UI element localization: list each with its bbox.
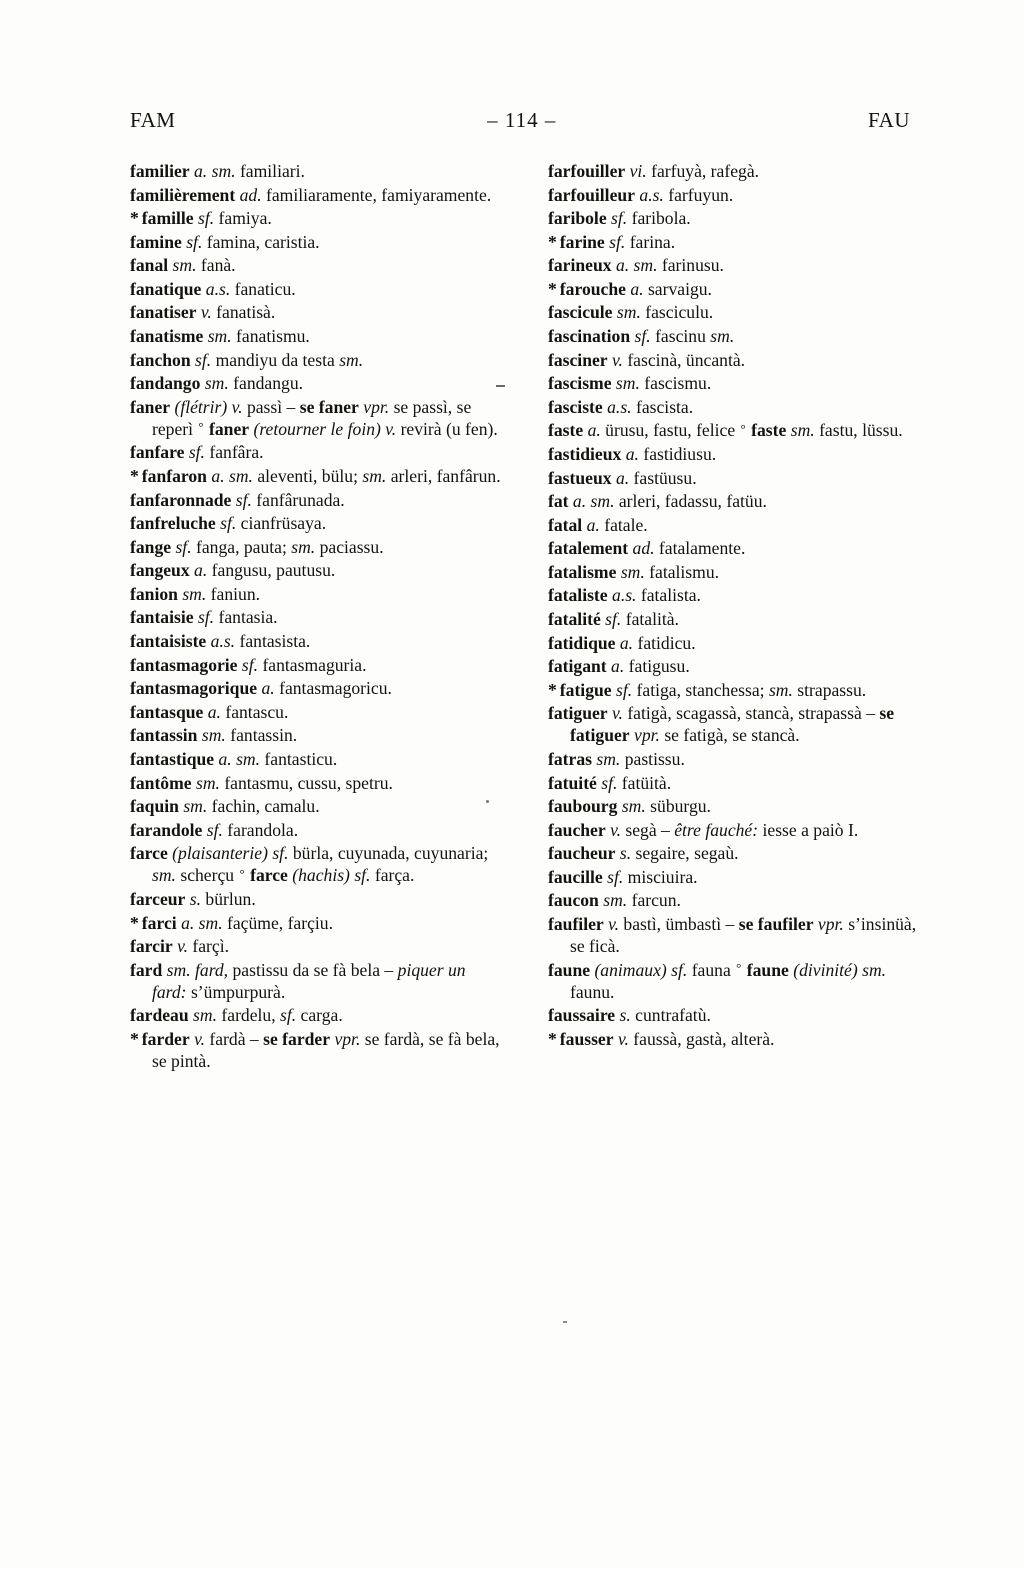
dictionary-entry: fangeux a. fangusu, pautusu.	[130, 560, 336, 581]
dictionary-entry: faubourg sm. süburgu.	[548, 796, 711, 817]
dictionary-entry: fatal a. fatale.	[548, 514, 648, 535]
dictionary-entry: familièrement ad. familiaramente, famiyaramente.	[130, 184, 492, 205]
dictionary-entry: fantaisie sf. fantasia.	[130, 607, 278, 628]
asterisk-marker: *	[130, 1028, 139, 1049]
dictionary-entry: fantôme sm. fantasmu, cussu, spetru.	[130, 772, 393, 793]
asterisk-marker: *	[130, 912, 139, 933]
asterisk-marker: *	[548, 278, 557, 299]
dictionary-entry: fanatique a.s. fanaticu.	[130, 278, 296, 299]
asterisk-marker: *	[548, 231, 557, 252]
scan-artifact-dash	[496, 385, 505, 387]
asterisk-marker: *	[130, 466, 139, 487]
dictionary-entry: faucille sf. misciuira.	[548, 866, 698, 887]
dictionary-entry: fandango sm. fandangu.	[130, 373, 304, 394]
dictionary-entry: fascination sf. fascinu sm.	[548, 326, 735, 347]
dictionary-entry: fastueux a. fastüusu.	[548, 467, 697, 488]
dictionary-entry: * famille sf. famiya.	[130, 208, 272, 229]
dictionary-entry: fantassin sm. fantassin.	[130, 725, 298, 746]
dictionary-entry: farandole sf. farandola.	[130, 819, 299, 840]
dictionary-entry: farfouiller vi. farfuyà, rafegà.	[548, 161, 760, 181]
dictionary-entry: fantaisiste a.s. fantasista.	[130, 631, 311, 652]
dictionary-entry: faquin sm. fachin, camalu.	[130, 796, 320, 817]
dictionary-entry: fanfare sf. fanfâra.	[130, 442, 264, 463]
dictionary-entry: farineux a. sm. farinusu.	[548, 255, 724, 276]
dictionary-entry: farfouilleur a.s. farfuyun.	[548, 184, 734, 205]
dictionary-entry: * fanfaron a. sm. aleventi, bülu; sm. arleri, fanfârun.	[130, 466, 501, 487]
dictionary-entry: faufiler v. bastì, ümbastì – se faufiler vpr. s’insinüà, se ficà.	[548, 914, 917, 957]
dictionary-entry: faner (flétrir) v. passì – se faner vpr. se passì, se reperì ° faner (retourner le foin) v. revirà (u fen).	[130, 396, 498, 439]
dictionary-entry: * farine sf. farina.	[548, 231, 676, 252]
dictionary-entry: fastidieux a. fastidiusu.	[548, 443, 717, 464]
dictionary-entry: fantasmagorie sf. fantasmaguria.	[130, 654, 367, 675]
dictionary-entry: fasciner v. fascinà, üncantà.	[548, 349, 746, 370]
dictionary-entry: farcir v. farçì.	[130, 936, 229, 957]
dictionary-entry: * farci a. sm. façüme, farçiu.	[130, 912, 333, 933]
dictionary-entry: faribole sf. faribola.	[548, 208, 691, 229]
dictionary-entry: faune (animaux) sf. fauna ° faune (divinité) sm. faunu.	[548, 959, 887, 1002]
dictionary-entry: familier a. sm. familiari.	[130, 161, 305, 181]
dictionary-entry: fard sm. fard, pastissu da se fà bela – piquer un fard: s’ümpurpurà.	[130, 959, 466, 1002]
dictionary-entry: fanfaronnade sf. fanfârunada.	[130, 489, 345, 510]
dictionary-entry: fatidique a. fatidicu.	[548, 632, 696, 653]
dictionary-entry: fanion sm. faniun.	[130, 583, 261, 604]
asterisk-marker: *	[130, 208, 139, 229]
dictionary-entry: farce (plaisanterie) sf. bürla, cuyunada, cuyunaria; sm. scherçu ° farce (hachis) sf. farça.	[130, 843, 489, 886]
page-body	[130, 160, 920, 1074]
dictionary-entry: fantastique a. sm. fantasticu.	[130, 748, 338, 769]
dictionary-entry: fardeau sm. fardelu, sf. carga.	[130, 1005, 343, 1026]
dictionary-entry: fatiguer v. fatigà, scagassà, stancà, strapassà – se fatiguer vpr. se fatigà, se stancà.	[548, 703, 895, 746]
dictionary-entry: fatras sm. pastissu.	[548, 748, 685, 769]
dictionary-entry: * fausser v. faussà, gastà, alterà.	[548, 1028, 775, 1049]
page-header	[130, 108, 910, 133]
dictionary-entry: * farder v. fardà – se farder vpr. se fardà, se fà bela, se pintà.	[130, 1028, 500, 1071]
dictionary-entry: fascicule sm. fasciculu.	[548, 302, 714, 323]
dictionary-entry: famine sf. famina, caristia.	[130, 231, 320, 252]
dictionary-entry: fascisme sm. fascismu.	[548, 373, 712, 394]
dictionary-entry: fasciste a.s. fascista.	[548, 396, 694, 417]
dictionary-entry: fantasque a. fantascu.	[130, 701, 289, 722]
dictionary-entry: fanchon sf. mandiyu da testa sm.	[130, 349, 364, 370]
scan-artifact-dot	[486, 800, 489, 803]
dictionary-entry: fantasmagorique a. fantasmagoricu.	[130, 678, 392, 699]
running-head-left: FAM	[130, 108, 176, 132]
dictionary-entry: fatalisme sm. fatalismu.	[548, 561, 720, 582]
asterisk-marker: *	[548, 1028, 557, 1049]
dictionary-entry: * farouche a. sarvaigu.	[548, 278, 712, 299]
dictionary-entry: fanfreluche sf. cianfrüsaya.	[130, 513, 327, 534]
running-head-right: FAU	[868, 108, 910, 132]
dictionary-entry: fange sf. fanga, pauta; sm. paciassu.	[130, 536, 384, 557]
dictionary-entry: fatalement ad. fatalamente.	[548, 538, 746, 559]
dictionary-entry: faucheur s. segaire, segaù.	[548, 843, 739, 864]
dictionary-entry: fatigant a. fatigusu.	[548, 656, 690, 677]
dictionary-entry: farceur s. bürlun.	[130, 888, 256, 909]
dictionary-entry: fatalité sf. fatalità.	[548, 608, 679, 629]
asterisk-marker: *	[548, 679, 557, 700]
dictionary-entry: fataliste a.s. fatalista.	[548, 585, 701, 606]
dictionary-entry: fanatiser v. fanatisà.	[130, 302, 276, 323]
dictionary-entry: faste a. ürusu, fastu, felice ° faste sm. fastu, lüssu.	[548, 420, 903, 441]
dictionary-entry: fatuité sf. fatüità.	[548, 772, 672, 793]
dictionary-entry: fanatisme sm. fanatismu.	[130, 326, 310, 347]
right-column	[548, 160, 920, 1074]
dictionary-entry: faussaire s. cuntrafatù.	[548, 1005, 711, 1026]
dictionary-entry: faucon sm. farcun.	[548, 890, 681, 911]
dictionary-entry: fanal sm. fanà.	[130, 255, 236, 276]
page-number: – 114 –	[487, 108, 557, 132]
dictionary-entry: faucher v. segà – être fauché: iesse a paiò I.	[548, 819, 859, 840]
scan-artifact-dot-2	[563, 1321, 567, 1323]
dictionary-entry: * fatigue sf. fatiga, stanchessa; sm. strapassu.	[548, 679, 867, 700]
left-column	[130, 160, 502, 1074]
dictionary-entry: fat a. sm. arleri, fadassu, fatüu.	[548, 491, 767, 512]
